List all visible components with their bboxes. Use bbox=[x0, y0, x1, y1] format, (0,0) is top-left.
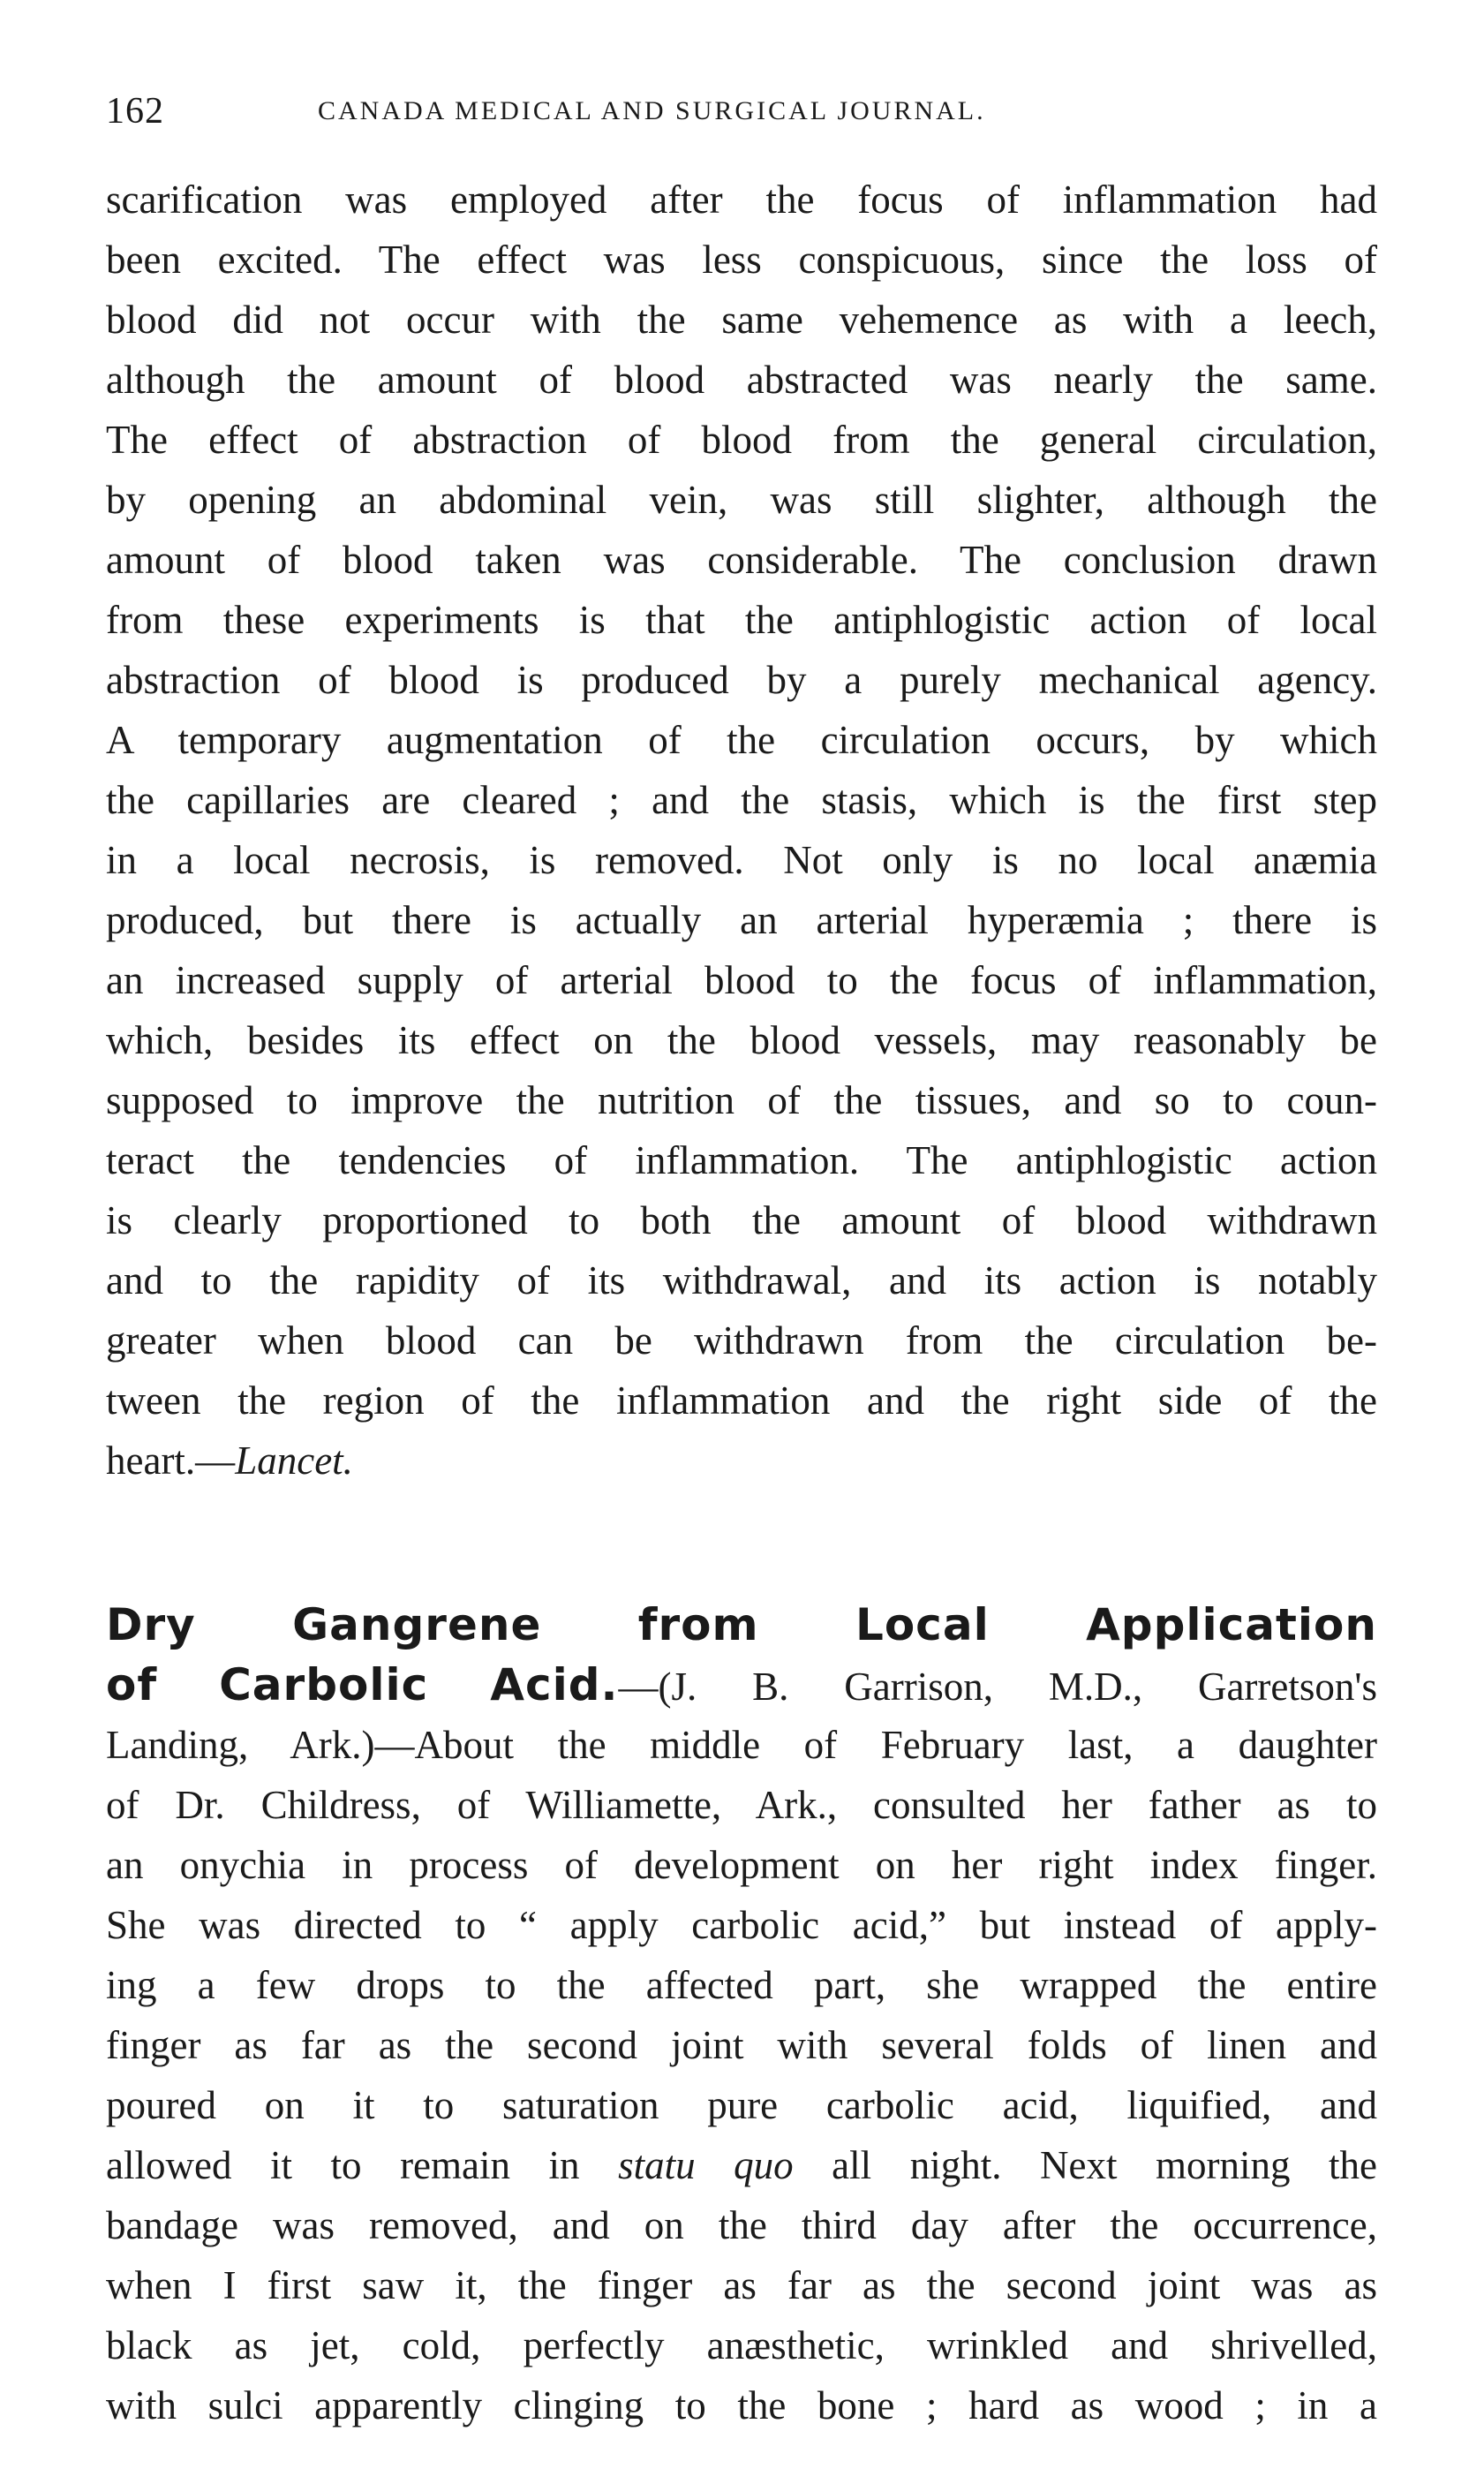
text-line: greater when blood can be withdrawn from the circulation be- bbox=[106, 1318, 1377, 1363]
text-line: which, besides its effect on the blood vessels, may reasonably be bbox=[106, 1018, 1377, 1062]
text-line: is clearly proportioned to both the amount of blood withdrawn bbox=[106, 1198, 1377, 1242]
text-line: and to the rapidity of its withdrawal, and its action is notably bbox=[106, 1258, 1377, 1302]
text-line: A temporary augmentation of the circulation occurs, by which bbox=[106, 718, 1377, 762]
text-line-final bbox=[106, 1431, 1377, 1491]
section-gap bbox=[106, 1491, 1377, 1595]
text-line: an onychia in process of development on her right index finger. bbox=[106, 1843, 1377, 1887]
text-line-statu-quo bbox=[106, 2135, 1377, 2195]
text-line: the capillaries are cleared ; and the stasis, which is the first step bbox=[106, 778, 1377, 822]
text-column bbox=[106, 170, 1377, 2435]
heading-continuation-line bbox=[106, 1655, 1377, 1715]
text-line: when I first saw it, the finger as far as the second joint was as bbox=[106, 2263, 1377, 2307]
text-line: amount of blood taken was considerable. The conclusion drawn bbox=[106, 538, 1377, 582]
text-line: Landing, Ark.)—About the middle of February last, a daughter bbox=[106, 1723, 1377, 1767]
text-line: of Dr. Childress, of Williamette, Ark., consulted her father as to bbox=[106, 1783, 1377, 1827]
article-heading: Dry Gangrene from Local Application bbox=[106, 1599, 1377, 1650]
text-line: tween the region of the inflammation and the right side of the bbox=[106, 1378, 1377, 1423]
text-line: blood did not occur with the same vehemence as with a leech, bbox=[106, 298, 1377, 342]
text-line: supposed to improve the nutrition of the tissues, and so to coun- bbox=[106, 1078, 1377, 1122]
text-line: an increased supply of arterial blood to the focus of inflammation, bbox=[106, 958, 1377, 1002]
text-line: abstraction of blood is produced by a purely mechanical agency. bbox=[106, 658, 1377, 702]
article-dry-gangrene bbox=[106, 1595, 1377, 2435]
text-line: teract the tendencies of inflammation. The antiphlogistic action bbox=[106, 1138, 1377, 1182]
text-line: by opening an abdominal vein, was still slighter, although the bbox=[106, 478, 1377, 522]
text-line: finger as far as the second joint with several folds of linen and bbox=[106, 2023, 1377, 2067]
text-line: ing a few drops to the affected part, she wrapped the entire bbox=[106, 1963, 1377, 2007]
text-line: poured on it to saturation pure carbolic acid, liquified, and bbox=[106, 2083, 1377, 2127]
text-line: from these experiments is that the antiphlogistic action of local bbox=[106, 598, 1377, 642]
final-line-text: heart.— bbox=[106, 1438, 236, 1483]
text-line: in a local necrosis, is removed. Not only is no local anæmia bbox=[106, 838, 1377, 882]
latin-phrase: statu quo bbox=[618, 2143, 794, 2187]
author-credit: —(J. B. Garrison, M.D., Garretson's bbox=[618, 1665, 1378, 1709]
running-head bbox=[106, 85, 1377, 138]
journal-title: CANADA MEDICAL AND SURGICAL JOURNAL. bbox=[318, 96, 986, 125]
text-line: with sulci apparently clinging to the bone ; hard as wood ; in a bbox=[106, 2383, 1377, 2427]
text-line: scarification was employed after the focus of inflammation had bbox=[106, 177, 1377, 222]
text-line: produced, but there is actually an arterial hyperæmia ; there is bbox=[106, 898, 1377, 942]
text-line: although the amount of blood abstracted was nearly the same. bbox=[106, 358, 1377, 402]
text-line: black as jet, cold, perfectly anæsthetic, wrinkled and shrivelled, bbox=[106, 2323, 1377, 2367]
text-line: She was directed to “ apply carbolic acid,” but instead of apply- bbox=[106, 1903, 1377, 1947]
article-heading-continued: of Carbolic Acid. bbox=[106, 1659, 619, 1710]
source-citation: Lancet. bbox=[235, 1438, 353, 1483]
text-fragment: all night. Next morning the bbox=[793, 2143, 1377, 2187]
text-line: bandage was removed, and on the third day after the occurrence, bbox=[106, 2203, 1377, 2247]
text-line: The effect of abstraction of blood from the general circulation, bbox=[106, 418, 1377, 462]
paragraph-lancet-excerpt bbox=[106, 170, 1377, 1491]
text-fragment: allowed it to remain in bbox=[106, 2143, 619, 2187]
page-number: 162 bbox=[106, 91, 164, 132]
text-line: been excited. The effect was less conspicuous, since the loss of bbox=[106, 238, 1377, 282]
